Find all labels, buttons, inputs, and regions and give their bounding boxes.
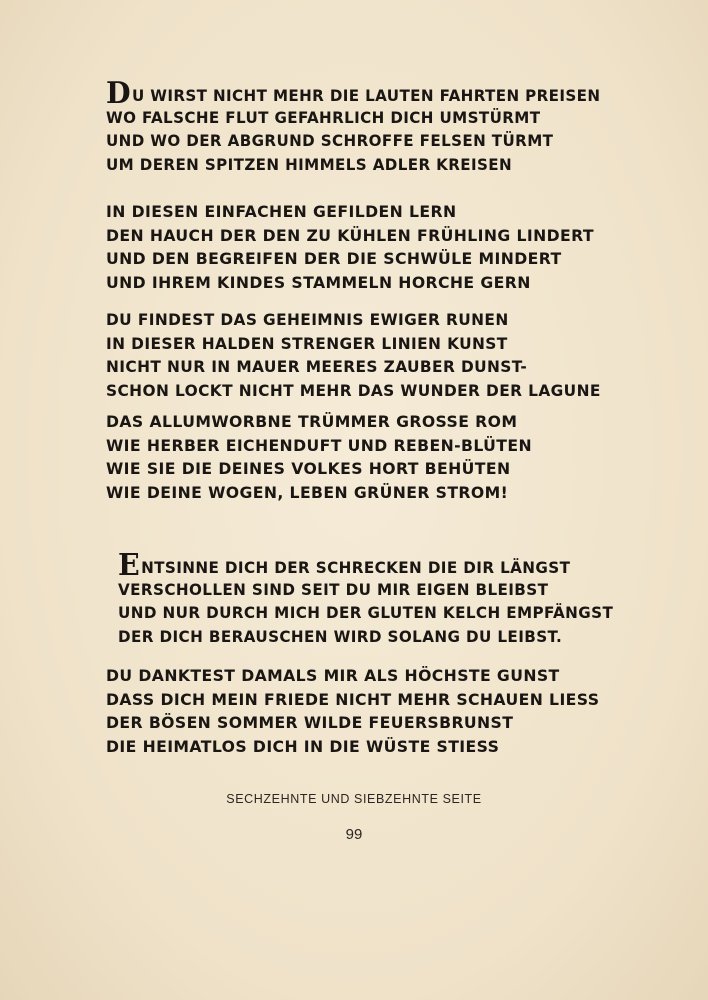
drop-initial: E <box>118 548 141 583</box>
poem-line: IN DIESER HALDEN STRENGER LINIEN KUNST <box>106 333 508 353</box>
poem-line: UND IHREM KINDES STAMMELN HORCHE GERN <box>106 272 531 292</box>
poem-line: DIE HEIMATLOS DICH IN DIE WÜSTE STIESS <box>106 736 500 756</box>
poem-line: NICHT NUR IN MAUER MEERES ZAUBER DUNST- <box>106 357 528 376</box>
line-text: U WIRST NICHT MEHR DIE LAUTEN FAHRTEN PREISEN <box>131 86 601 105</box>
stanza-1 <box>106 76 629 176</box>
stanza-4 <box>106 410 541 504</box>
poem-line: UND WO DER ABGRUND SCHROFFE FELSEN TÜRMT <box>106 131 554 150</box>
stanza-6 <box>106 664 610 758</box>
poem-line: DER DICH BERAUSCHEN WIRD SOLANG DU LEIBST. <box>118 626 563 646</box>
stanza-5 <box>118 548 639 648</box>
stanza-3 <box>106 308 620 402</box>
poem-line: DER BÖSEN SOMMER WILDE FEUERSBRUNST <box>106 713 514 732</box>
poem-line: UND NUR DURCH MICH DER GLUTEN KELCH EMPFÄNGST <box>118 603 614 622</box>
poem-line: DASS DICH MEIN FRIEDE NICHT MEHR SCHAUEN LIESS <box>106 689 600 709</box>
poem-line: DAS ALLUMWORBNE TRÜMMER GROSSE ROM <box>106 412 518 431</box>
poem-line <box>118 548 613 583</box>
poem-line: WIE SIE DIE DEINES VOLKES HORT BEHÜTEN <box>106 459 511 478</box>
drop-initial: D <box>106 76 131 111</box>
poem-line: DU DANKTEST DAMALS MIR ALS HÖCHSTE GUNST <box>106 666 560 685</box>
poem-line: DU FINDEST DAS GEHEIMNIS EWIGER RUNEN <box>106 310 509 329</box>
poem-line: VERSCHOLLEN SIND SEIT DU MIR EIGEN BLEIBST <box>118 579 549 599</box>
page-caption: SECHZEHNTE UND SIEBZEHNTE SEITE <box>226 792 482 806</box>
poem-line: SCHON LOCKT NICHT MEHR DAS WUNDER DER LAGUNE <box>106 380 601 400</box>
page-number: 99 <box>345 826 363 843</box>
poem-line: UM DEREN SPITZEN HIMMELS ADLER KREISEN <box>106 154 513 174</box>
poem-line: DEN HAUCH DER DEN ZU KÜHLEN FRÜHLING LINDERT <box>106 225 594 245</box>
poem-line: IN DIESEN EINFACHEN GEFILDEN LERN <box>106 202 457 221</box>
poem-line: WO FALSCHE FLUT GEFAHRLICH DICH UMSTÜRMT <box>106 107 541 127</box>
line-text: NTSINNE DICH DER SCHRECKEN DIE DIR LÄNGST <box>141 558 571 577</box>
poem-line: UND DEN BEGREIFEN DER DIE SCHWÜLE MINDERT <box>106 249 562 268</box>
stanza-2 <box>106 200 604 294</box>
poem-line: WIE DEINE WOGEN, LEBEN GRÜNER STROM! <box>106 482 509 502</box>
poem-line: WIE HERBER EICHENDUFT UND REBEN-BLÜTEN <box>106 435 532 455</box>
poem-line <box>106 76 601 111</box>
